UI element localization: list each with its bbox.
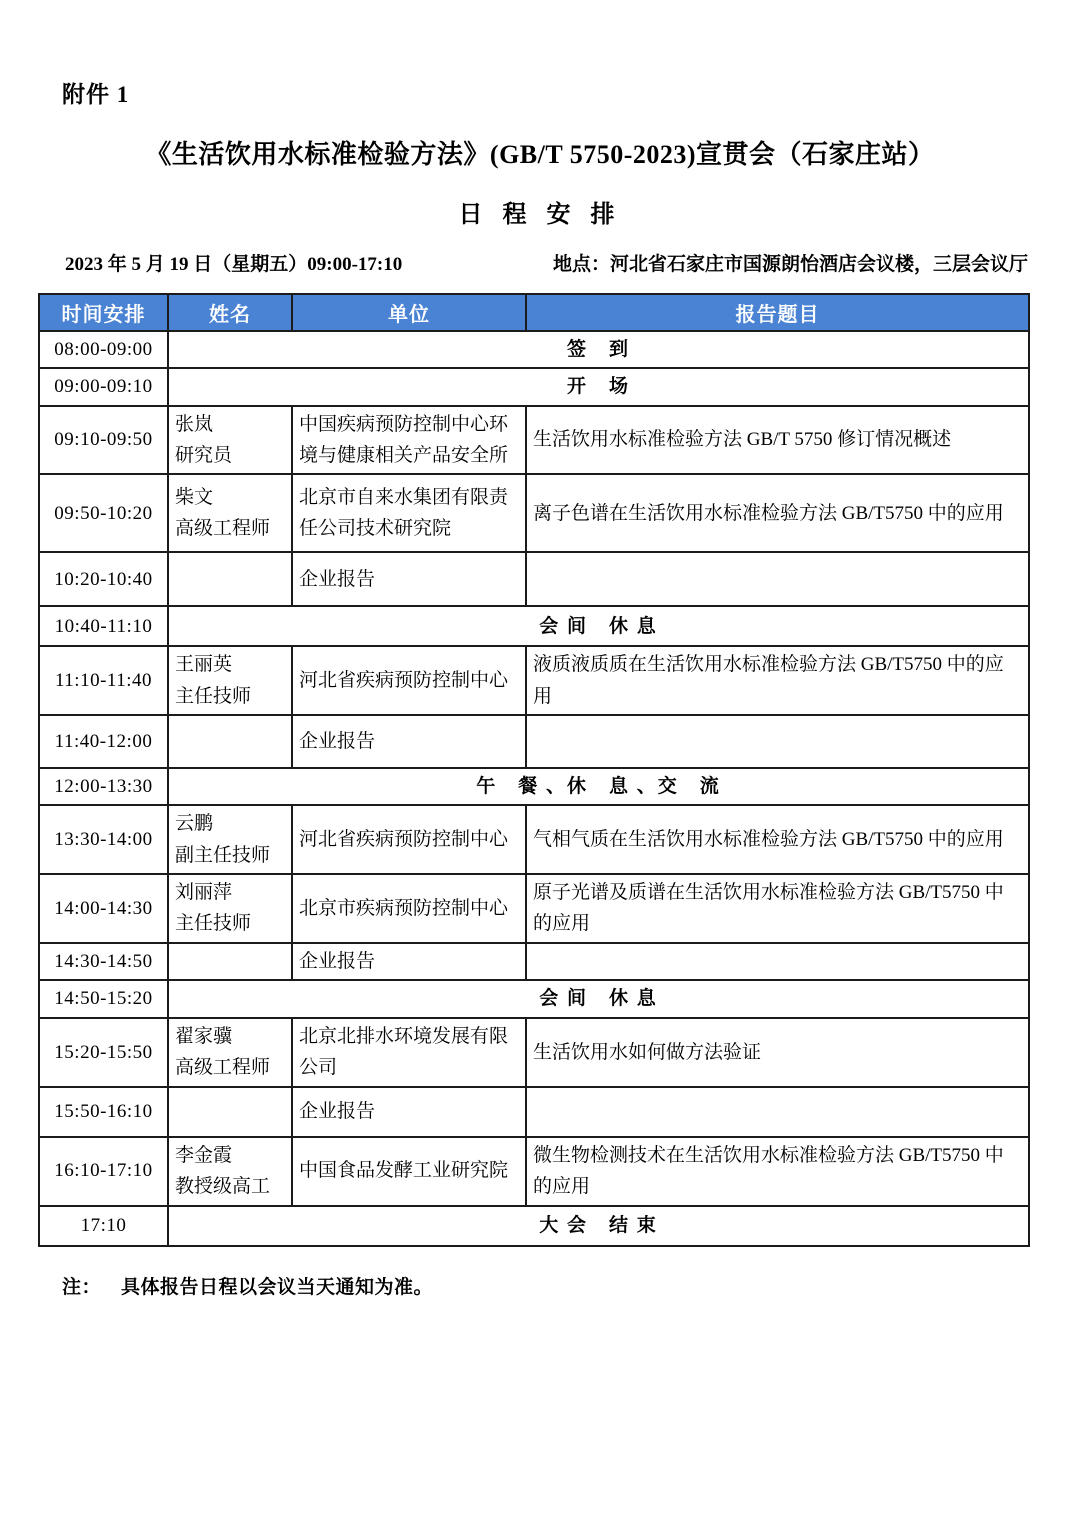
topic-cell: 微生物检测技术在生活饮用水标准检验方法 GB/T5750 中的应用 bbox=[526, 1137, 1029, 1206]
agenda-subtitle: 日 程 安 排 bbox=[458, 202, 622, 228]
merged-session-cell: 会 间 休 息 bbox=[168, 980, 1029, 1018]
topic-cell: 气相气质在生活饮用水标准检验方法 GB/T5750 中的应用 bbox=[526, 805, 1029, 874]
speaker-role: 高级工程师 bbox=[175, 1057, 271, 1079]
speaker-name: 李金霞 bbox=[175, 1144, 233, 1166]
table-row bbox=[39, 646, 1029, 715]
merged-session-cell: 开 场 bbox=[168, 368, 1029, 405]
time-cell: 11:40-12:00 bbox=[39, 715, 168, 768]
table-row bbox=[39, 1087, 1029, 1137]
name-cell bbox=[168, 1087, 292, 1137]
unit-cell: 企业报告 bbox=[292, 943, 526, 980]
topic-cell: 离子色谱在生活饮用水标准检验方法 GB/T5750 中的应用 bbox=[526, 474, 1029, 552]
footnote-text: 具体报告日程以会议当天通知为准。 bbox=[121, 1277, 434, 1298]
name-cell bbox=[168, 406, 292, 475]
column-header-unit: 单位 bbox=[292, 294, 526, 331]
speaker-role: 主任技师 bbox=[175, 913, 252, 935]
name-cell bbox=[168, 715, 292, 768]
unit-cell: 中国疾病预防控制中心环境与健康相关产品安全所 bbox=[292, 406, 526, 475]
time-cell: 10:20-10:40 bbox=[39, 552, 168, 606]
time-cell: 14:50-15:20 bbox=[39, 980, 168, 1018]
footnote bbox=[62, 1272, 433, 1299]
table-row bbox=[39, 874, 1029, 943]
table-row bbox=[39, 406, 1029, 475]
location-text: 地点：河北省石家庄市国源朗怡酒店会议楼，三层会议厅 bbox=[552, 254, 1028, 275]
table-row bbox=[39, 552, 1029, 606]
name-cell bbox=[168, 1137, 292, 1206]
table-header-row bbox=[39, 294, 1029, 331]
speaker-name: 王丽英 bbox=[175, 654, 233, 676]
document-title: 《生活饮用水标准检验方法》(GB/T 5750-2023)宣贯会（石家庄站） bbox=[145, 140, 935, 169]
speaker-name: 翟家骥 bbox=[175, 1026, 233, 1048]
table-row bbox=[39, 768, 1029, 805]
unit-cell: 企业报告 bbox=[292, 715, 526, 768]
time-cell: 17:10 bbox=[39, 1206, 168, 1246]
topic-cell bbox=[526, 1087, 1029, 1137]
time-cell: 13:30-14:00 bbox=[39, 805, 168, 874]
footnote-label: 注： bbox=[62, 1277, 102, 1298]
topic-cell bbox=[526, 715, 1029, 768]
table-row bbox=[39, 943, 1029, 980]
time-cell: 09:10-09:50 bbox=[39, 406, 168, 475]
speaker-name: 云鹏 bbox=[175, 813, 214, 835]
speaker-role: 研究员 bbox=[175, 445, 233, 467]
merged-session-cell: 大 会 结 束 bbox=[168, 1206, 1029, 1246]
topic-cell: 生活饮用水如何做方法验证 bbox=[526, 1018, 1029, 1087]
name-cell bbox=[168, 552, 292, 606]
attachment-label: 附件 1 bbox=[62, 82, 130, 107]
time-cell: 09:50-10:20 bbox=[39, 474, 168, 552]
unit-cell: 企业报告 bbox=[292, 552, 526, 606]
time-cell: 15:20-15:50 bbox=[39, 1018, 168, 1087]
table-row bbox=[39, 980, 1029, 1018]
topic-cell bbox=[526, 943, 1029, 980]
table-row bbox=[39, 368, 1029, 405]
unit-cell: 北京北排水环境发展有限公司 bbox=[292, 1018, 526, 1087]
topic-cell: 原子光谱及质谱在生活饮用水标准检验方法 GB/T5750 中的应用 bbox=[526, 874, 1029, 943]
unit-cell: 中国食品发酵工业研究院 bbox=[292, 1137, 526, 1206]
agenda-table bbox=[38, 293, 1030, 1247]
table-row bbox=[39, 1137, 1029, 1206]
table-row bbox=[39, 606, 1029, 646]
speaker-role: 教授级高工 bbox=[175, 1176, 271, 1198]
table-row bbox=[39, 331, 1029, 368]
time-cell: 14:30-14:50 bbox=[39, 943, 168, 980]
merged-session-cell: 签 到 bbox=[168, 331, 1029, 368]
table-row bbox=[39, 1018, 1029, 1087]
speaker-name: 柴文 bbox=[175, 487, 214, 509]
speaker-role: 高级工程师 bbox=[175, 518, 271, 540]
topic-cell bbox=[526, 552, 1029, 606]
name-cell bbox=[168, 943, 292, 980]
merged-session-cell: 午 餐 、休 息 、交 流 bbox=[168, 768, 1029, 805]
name-cell bbox=[168, 805, 292, 874]
unit-cell: 河北省疾病预防控制中心 bbox=[292, 646, 526, 715]
time-cell: 12:00-13:30 bbox=[39, 768, 168, 805]
name-cell bbox=[168, 646, 292, 715]
date-text: 2023 年 5 月 19 日（星期五）09:00-17:10 bbox=[65, 254, 403, 275]
column-header-name: 姓名 bbox=[168, 294, 292, 331]
name-cell bbox=[168, 1018, 292, 1087]
table-row bbox=[39, 1206, 1029, 1246]
merged-session-cell: 会 间 休 息 bbox=[168, 606, 1029, 646]
time-cell: 15:50-16:10 bbox=[39, 1087, 168, 1137]
unit-cell: 企业报告 bbox=[292, 1087, 526, 1137]
speaker-name: 刘丽萍 bbox=[175, 882, 233, 904]
column-header-time: 时间安排 bbox=[39, 294, 168, 331]
time-cell: 09:00-09:10 bbox=[39, 368, 168, 405]
topic-cell: 液质液质质在生活饮用水标准检验方法 GB/T5750 中的应用 bbox=[526, 646, 1029, 715]
table-row bbox=[39, 474, 1029, 552]
time-cell: 16:10-17:10 bbox=[39, 1137, 168, 1206]
meta-row bbox=[65, 249, 1028, 276]
time-cell: 08:00-09:00 bbox=[39, 331, 168, 368]
unit-cell: 河北省疾病预防控制中心 bbox=[292, 805, 526, 874]
time-cell: 11:10-11:40 bbox=[39, 646, 168, 715]
table-row bbox=[39, 805, 1029, 874]
column-header-topic: 报告题目 bbox=[526, 294, 1029, 331]
speaker-name: 张岚 bbox=[175, 413, 214, 435]
speaker-role: 主任技师 bbox=[175, 685, 252, 707]
name-cell bbox=[168, 874, 292, 943]
unit-cell: 北京市自来水集团有限责任公司技术研究院 bbox=[292, 474, 526, 552]
table-row bbox=[39, 715, 1029, 768]
topic-cell: 生活饮用水标准检验方法 GB/T 5750 修订情况概述 bbox=[526, 406, 1029, 475]
time-cell: 10:40-11:10 bbox=[39, 606, 168, 646]
time-cell: 14:00-14:30 bbox=[39, 874, 168, 943]
speaker-role: 副主任技师 bbox=[175, 844, 271, 866]
name-cell bbox=[168, 474, 292, 552]
unit-cell: 北京市疾病预防控制中心 bbox=[292, 874, 526, 943]
